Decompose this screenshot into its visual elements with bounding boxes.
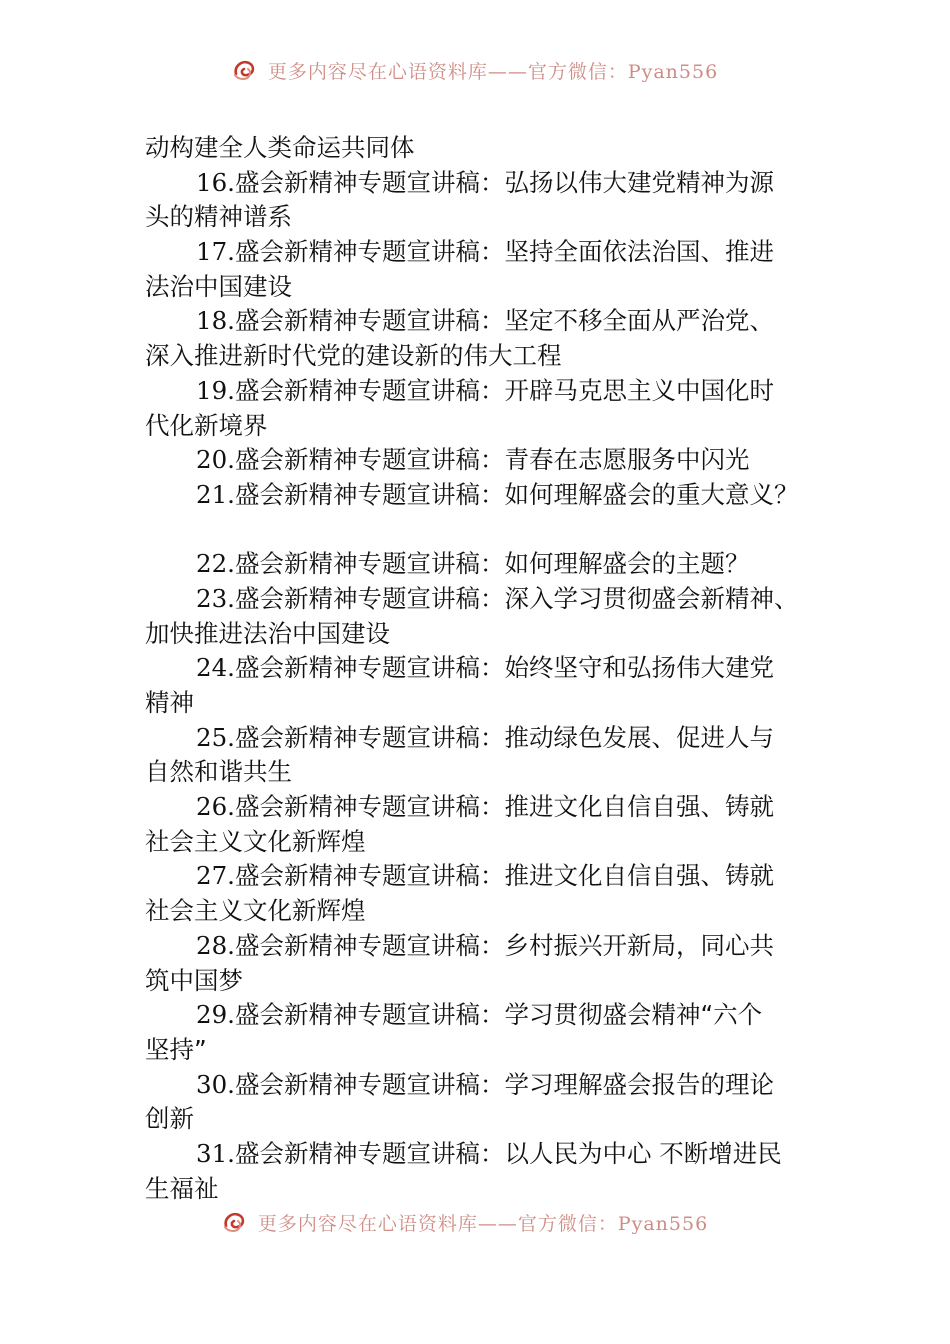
list-item-text: 法治中国建设 — [145, 271, 292, 301]
list-item-text: 社会主义文化新辉煌 — [145, 826, 366, 856]
list-item-number: 20. — [196, 445, 235, 475]
list-item-text: 盛会新精神专题宣讲稿：坚定不移全面从严治党、 — [234, 306, 774, 336]
list-item-continuation — [145, 825, 845, 860]
list-item-text: 代化新境界 — [145, 410, 268, 440]
list-item-continuation — [145, 409, 845, 444]
list-item-continuation — [145, 617, 845, 652]
list-item-title — [145, 790, 845, 825]
list-item-text: 头的精神谱系 — [145, 202, 292, 232]
list-item-number: 28. — [196, 930, 235, 960]
list-item-text: 盛会新精神专题宣讲稿：开辟马克思主义中国化时 — [234, 375, 774, 405]
footer-banner-text: 更多内容尽在心语资料库——官方微信：Pyan556 — [257, 1212, 709, 1234]
list-item-text: 盛会新精神专题宣讲稿：推进文化自信自强、铸就 — [234, 792, 774, 822]
list-item-text: 盛会新精神专题宣讲稿：如何理解盛会的重大意义？ — [234, 479, 799, 509]
list-item-text: 盛会新精神专题宣讲稿：始终坚守和弘扬伟大建党 — [234, 653, 774, 683]
list-item-number: 24. — [196, 653, 235, 683]
list-item-number: 25. — [196, 722, 235, 752]
list-item-text: 生福祉 — [145, 1173, 219, 1203]
list-item-title — [145, 859, 845, 894]
list-item-text: 盛会新精神专题宣讲稿：弘扬以伟大建党精神为源 — [234, 167, 774, 197]
list-item-continuation — [145, 1033, 845, 1068]
list-item-text: 坚持” — [145, 1034, 207, 1064]
list-item-number: 17. — [196, 237, 235, 267]
list-item-text: 盛会新精神专题宣讲稿：坚持全面依法治国、推进 — [234, 237, 774, 267]
list-item-number: 21. — [196, 479, 235, 509]
list-item-continuation — [145, 131, 845, 166]
list-item-title — [145, 443, 845, 478]
list-item-continuation — [145, 200, 845, 235]
list-item-title — [145, 478, 845, 513]
list-item-number: 31. — [196, 1138, 235, 1168]
list-item-continuation — [145, 1102, 845, 1137]
list-item-title — [145, 166, 845, 201]
list-item-title — [145, 374, 845, 409]
list-item-text: 深入推进新时代党的建设新的伟大工程 — [145, 341, 562, 371]
list-item-number: 26. — [196, 792, 235, 822]
header-banner-text: 更多内容尽在心语资料库——官方微信：Pyan556 — [267, 60, 719, 82]
list-item-number: 29. — [196, 1000, 235, 1030]
list-item-text: 盛会新精神专题宣讲稿：推进文化自信自强、铸就 — [234, 861, 774, 891]
list-item-number: 18. — [196, 306, 235, 336]
list-item-number: 16. — [196, 167, 235, 197]
spiral-logo-icon — [232, 58, 260, 82]
document-body — [145, 131, 845, 1206]
list-item-title — [145, 1137, 845, 1172]
list-item-title — [145, 304, 845, 339]
list-item-continuation — [145, 755, 845, 790]
list-item-text: 动构建全人类命运共同体 — [145, 133, 415, 162]
spiral-logo-icon — [222, 1210, 250, 1234]
list-item-text: 盛会新精神专题宣讲稿：推动绿色发展、促进人与 — [234, 722, 774, 752]
header-banner — [0, 48, 950, 82]
list-item-continuation — [145, 894, 845, 929]
list-item-title — [145, 547, 845, 582]
list-item-continuation — [145, 686, 845, 721]
list-item-text: 盛会新精神专题宣讲稿：学习理解盛会报告的理论 — [234, 1069, 774, 1099]
list-item-number: 27. — [196, 861, 235, 891]
list-item-continuation — [145, 339, 845, 374]
list-item-title — [145, 929, 845, 964]
list-item-text: 盛会新精神专题宣讲稿：如何理解盛会的主题？ — [234, 549, 750, 579]
list-item-text: 筑中国梦 — [145, 965, 243, 995]
list-item-number: 22. — [196, 549, 235, 579]
list-item-text: 自然和谐共生 — [145, 757, 292, 787]
list-item-text: 盛会新精神专题宣讲稿：深入学习贯彻盛会新精神、 — [234, 583, 799, 613]
list-item-text: 盛会新精神专题宣讲稿：青春在志愿服务中闪光 — [234, 445, 750, 475]
blank-line — [145, 513, 845, 548]
list-item-continuation — [145, 964, 845, 999]
list-item-text: 盛会新精神专题宣讲稿：学习贯彻盛会精神“六个 — [234, 1000, 763, 1030]
list-item-title — [145, 1068, 845, 1103]
list-item-continuation — [145, 270, 845, 305]
list-item-title — [145, 998, 845, 1033]
footer-banner — [0, 1200, 950, 1234]
list-item-text: 盛会新精神专题宣讲稿：乡村振兴开新局，同心共 — [234, 930, 774, 960]
list-item-number: 19. — [196, 375, 235, 405]
list-item-title — [145, 235, 845, 270]
list-item-title — [145, 721, 845, 756]
list-item-number: 30. — [196, 1069, 235, 1099]
list-item-title — [145, 651, 845, 686]
list-item-text: 加快推进法治中国建设 — [145, 618, 390, 648]
list-item-text: 创新 — [145, 1104, 194, 1134]
list-item-number: 23. — [196, 583, 235, 613]
list-item-text: 精神 — [145, 688, 194, 717]
list-item-text: 盛会新精神专题宣讲稿：以人民为中心 不断增进民 — [234, 1138, 782, 1168]
list-item-title — [145, 582, 845, 617]
list-item-text: 社会主义文化新辉煌 — [145, 896, 366, 926]
